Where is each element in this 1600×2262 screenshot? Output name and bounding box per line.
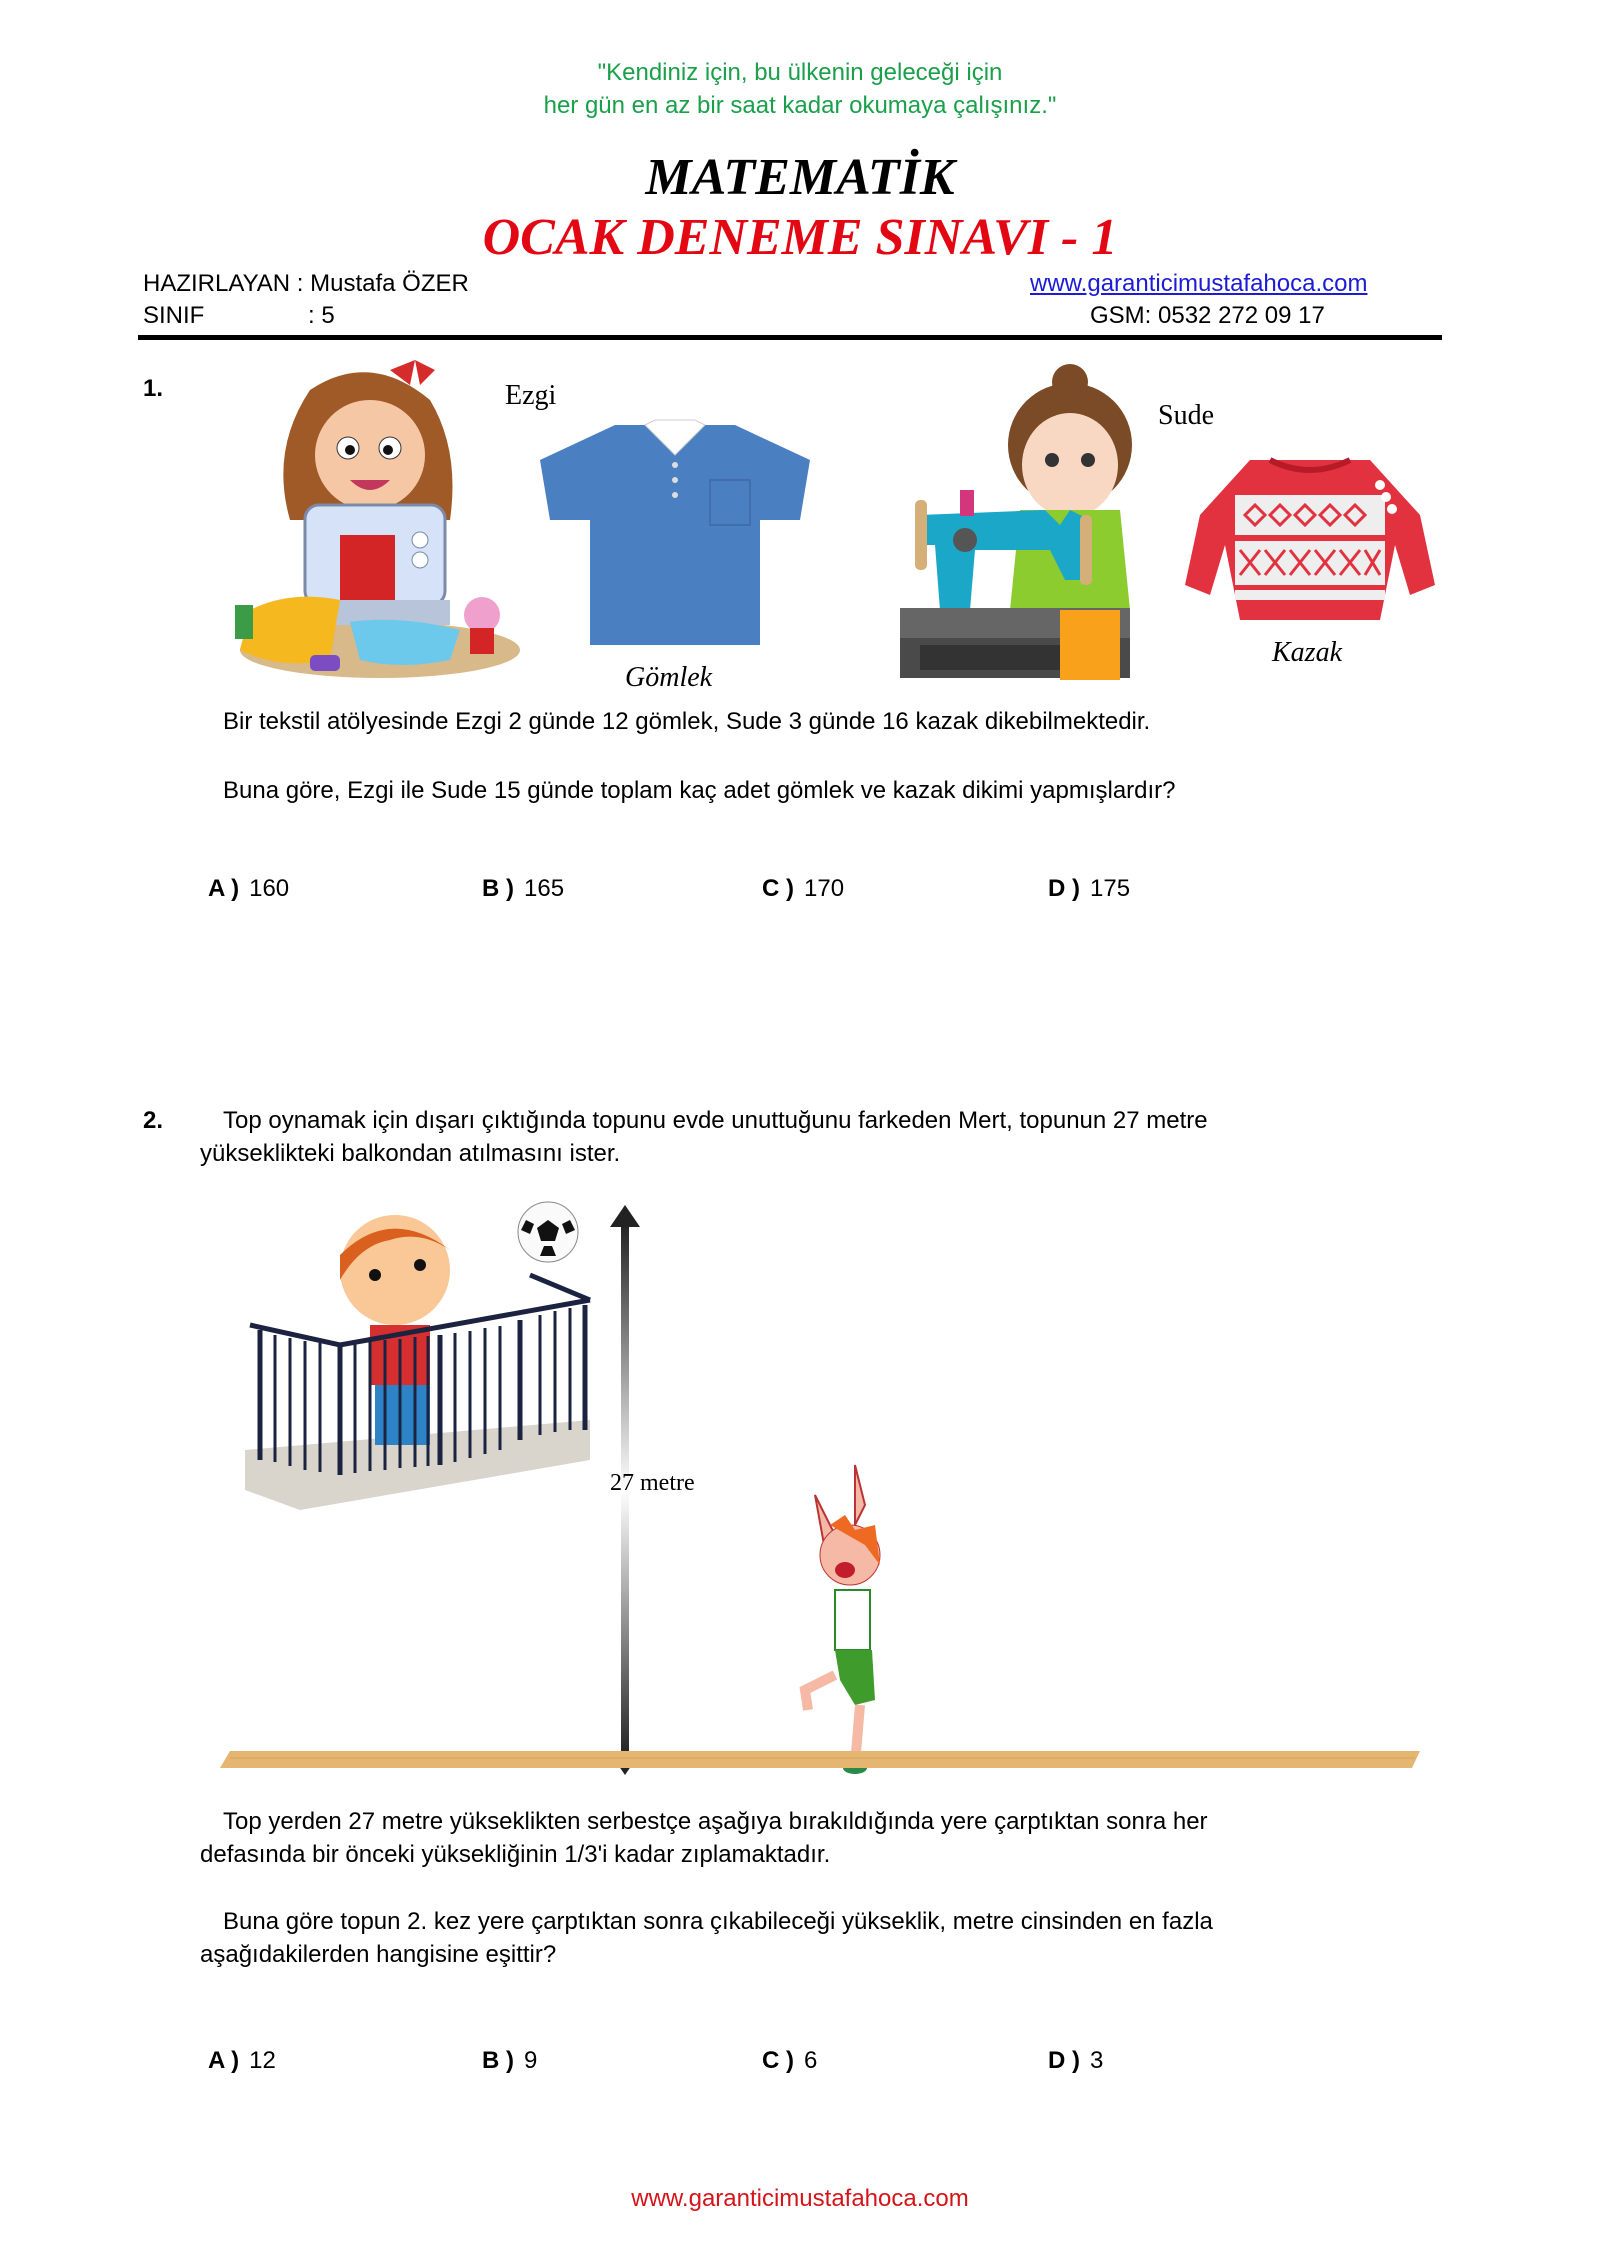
sweater-illustration bbox=[1180, 455, 1440, 625]
question-2-option-d[interactable] bbox=[1048, 2047, 1103, 2075]
class-value: : 5 bbox=[308, 302, 335, 329]
option-value: 170 bbox=[804, 875, 845, 902]
question-1-option-d[interactable] bbox=[1048, 875, 1130, 903]
option-value: 175 bbox=[1090, 875, 1131, 902]
question-1-option-c[interactable] bbox=[762, 875, 844, 903]
question-2-option-b[interactable] bbox=[482, 2047, 537, 2075]
boy-shorts bbox=[835, 1650, 875, 1705]
question-2-number: 2. bbox=[143, 1107, 164, 1134]
exam-title: OCAK DENEME SINAVI - 1 bbox=[482, 209, 1118, 266]
question-2-intro-line-1: Top oynamak için dışarı çıktığında topunu evde unuttuğunu farkeden Mert, topunun 27 metre bbox=[223, 1107, 1208, 1134]
question-2-intro-line-2: yükseklikteki balkondan atılmasını ister. bbox=[200, 1140, 621, 1167]
soccer-ball-icon bbox=[516, 1200, 580, 1264]
author-label: HAZIRLAYAN : Mustafa ÖZER bbox=[143, 270, 469, 297]
sude-sewing-illustration bbox=[890, 360, 1160, 680]
option-value: 3 bbox=[1090, 2047, 1104, 2074]
website-link[interactable]: www.garanticimustafahoca.com bbox=[1030, 270, 1368, 297]
boy-pants bbox=[375, 1385, 430, 1445]
option-value: 6 bbox=[804, 2047, 818, 2074]
question-2-option-c[interactable] bbox=[762, 2047, 817, 2075]
yellow-fabric bbox=[240, 597, 340, 664]
subject-title: MATEMATİK bbox=[645, 149, 955, 206]
header-divider bbox=[138, 335, 1442, 340]
boy-tank-top bbox=[835, 1590, 870, 1650]
label-gomlek: Gömlek bbox=[625, 662, 713, 693]
option-letter: C ) bbox=[762, 2047, 794, 2074]
pin-cushion bbox=[464, 597, 500, 633]
option-letter: D ) bbox=[1048, 2047, 1080, 2074]
question-2-option-a[interactable] bbox=[208, 2047, 276, 2075]
option-letter: B ) bbox=[482, 875, 514, 902]
shirt-illustration bbox=[535, 420, 815, 650]
option-letter: B ) bbox=[482, 2047, 514, 2074]
label-sude: Sude bbox=[1158, 400, 1214, 431]
question-1-prompt: Buna göre, Ezgi ile Sude 15 günde toplam kaç adet gömlek ve kazak dikimi yapmışlardır? bbox=[223, 777, 1176, 804]
option-value: 165 bbox=[524, 875, 565, 902]
class-label: SINIF bbox=[143, 302, 205, 329]
question-1-number: 1. bbox=[143, 375, 164, 402]
label-height: 27 metre bbox=[610, 1470, 695, 1496]
option-letter: C ) bbox=[762, 875, 794, 902]
ground-plank bbox=[220, 1748, 1420, 1770]
motto-line-1: "Kendiniz için, bu ülkenin geleceği için bbox=[597, 59, 1003, 86]
blue-fabric bbox=[350, 620, 460, 665]
option-letter: A ) bbox=[208, 2047, 240, 2074]
motto-line-2: her gün en az bir saat kadar okumaya çalışınız." bbox=[543, 92, 1057, 119]
option-value: 160 bbox=[249, 875, 290, 902]
face bbox=[1022, 413, 1118, 517]
question-1-option-b[interactable] bbox=[482, 875, 564, 903]
phone-number: GSM: 0532 272 09 17 bbox=[1090, 302, 1325, 329]
ezgi-sewing-illustration bbox=[230, 360, 510, 690]
arrow-head-up bbox=[610, 1205, 640, 1227]
option-letter: D ) bbox=[1048, 875, 1080, 902]
orange-fabric bbox=[1060, 610, 1120, 680]
question-2-statement-line-1: Top yerden 27 metre yükseklikten serbestçe aşağıya bırakıldığında yere çarptıktan sonra her bbox=[223, 1808, 1208, 1835]
option-letter: A ) bbox=[208, 875, 240, 902]
face bbox=[315, 400, 425, 510]
option-value: 9 bbox=[524, 2047, 538, 2074]
label-ezgi: Ezgi bbox=[505, 380, 557, 411]
question-2-statement-line-2: defasında bir önceki yüksekliğinin 1/3'i kadar zıplamaktadır. bbox=[200, 1841, 831, 1868]
question-2-prompt-line-2: aşağıdakilerden hangisine eşittir? bbox=[200, 1941, 557, 1968]
question-1-option-a[interactable] bbox=[208, 875, 289, 903]
question-2-prompt-line-1: Buna göre topun 2. kez yere çarptıktan sonra çıkabileceği yükseklik, metre cinsinden en fazla bbox=[223, 1908, 1213, 1935]
question-1-statement: Bir tekstil atölyesinde Ezgi 2 günde 12 gömlek, Sude 3 günde 16 kazak dikebilmektedir. bbox=[223, 708, 1151, 735]
label-kazak: Kazak bbox=[1272, 637, 1342, 668]
happy-boy-illustration bbox=[800, 1465, 950, 1775]
footer-website[interactable]: www.garanticimustafahoca.com bbox=[631, 2185, 969, 2212]
option-value: 12 bbox=[249, 2047, 276, 2074]
